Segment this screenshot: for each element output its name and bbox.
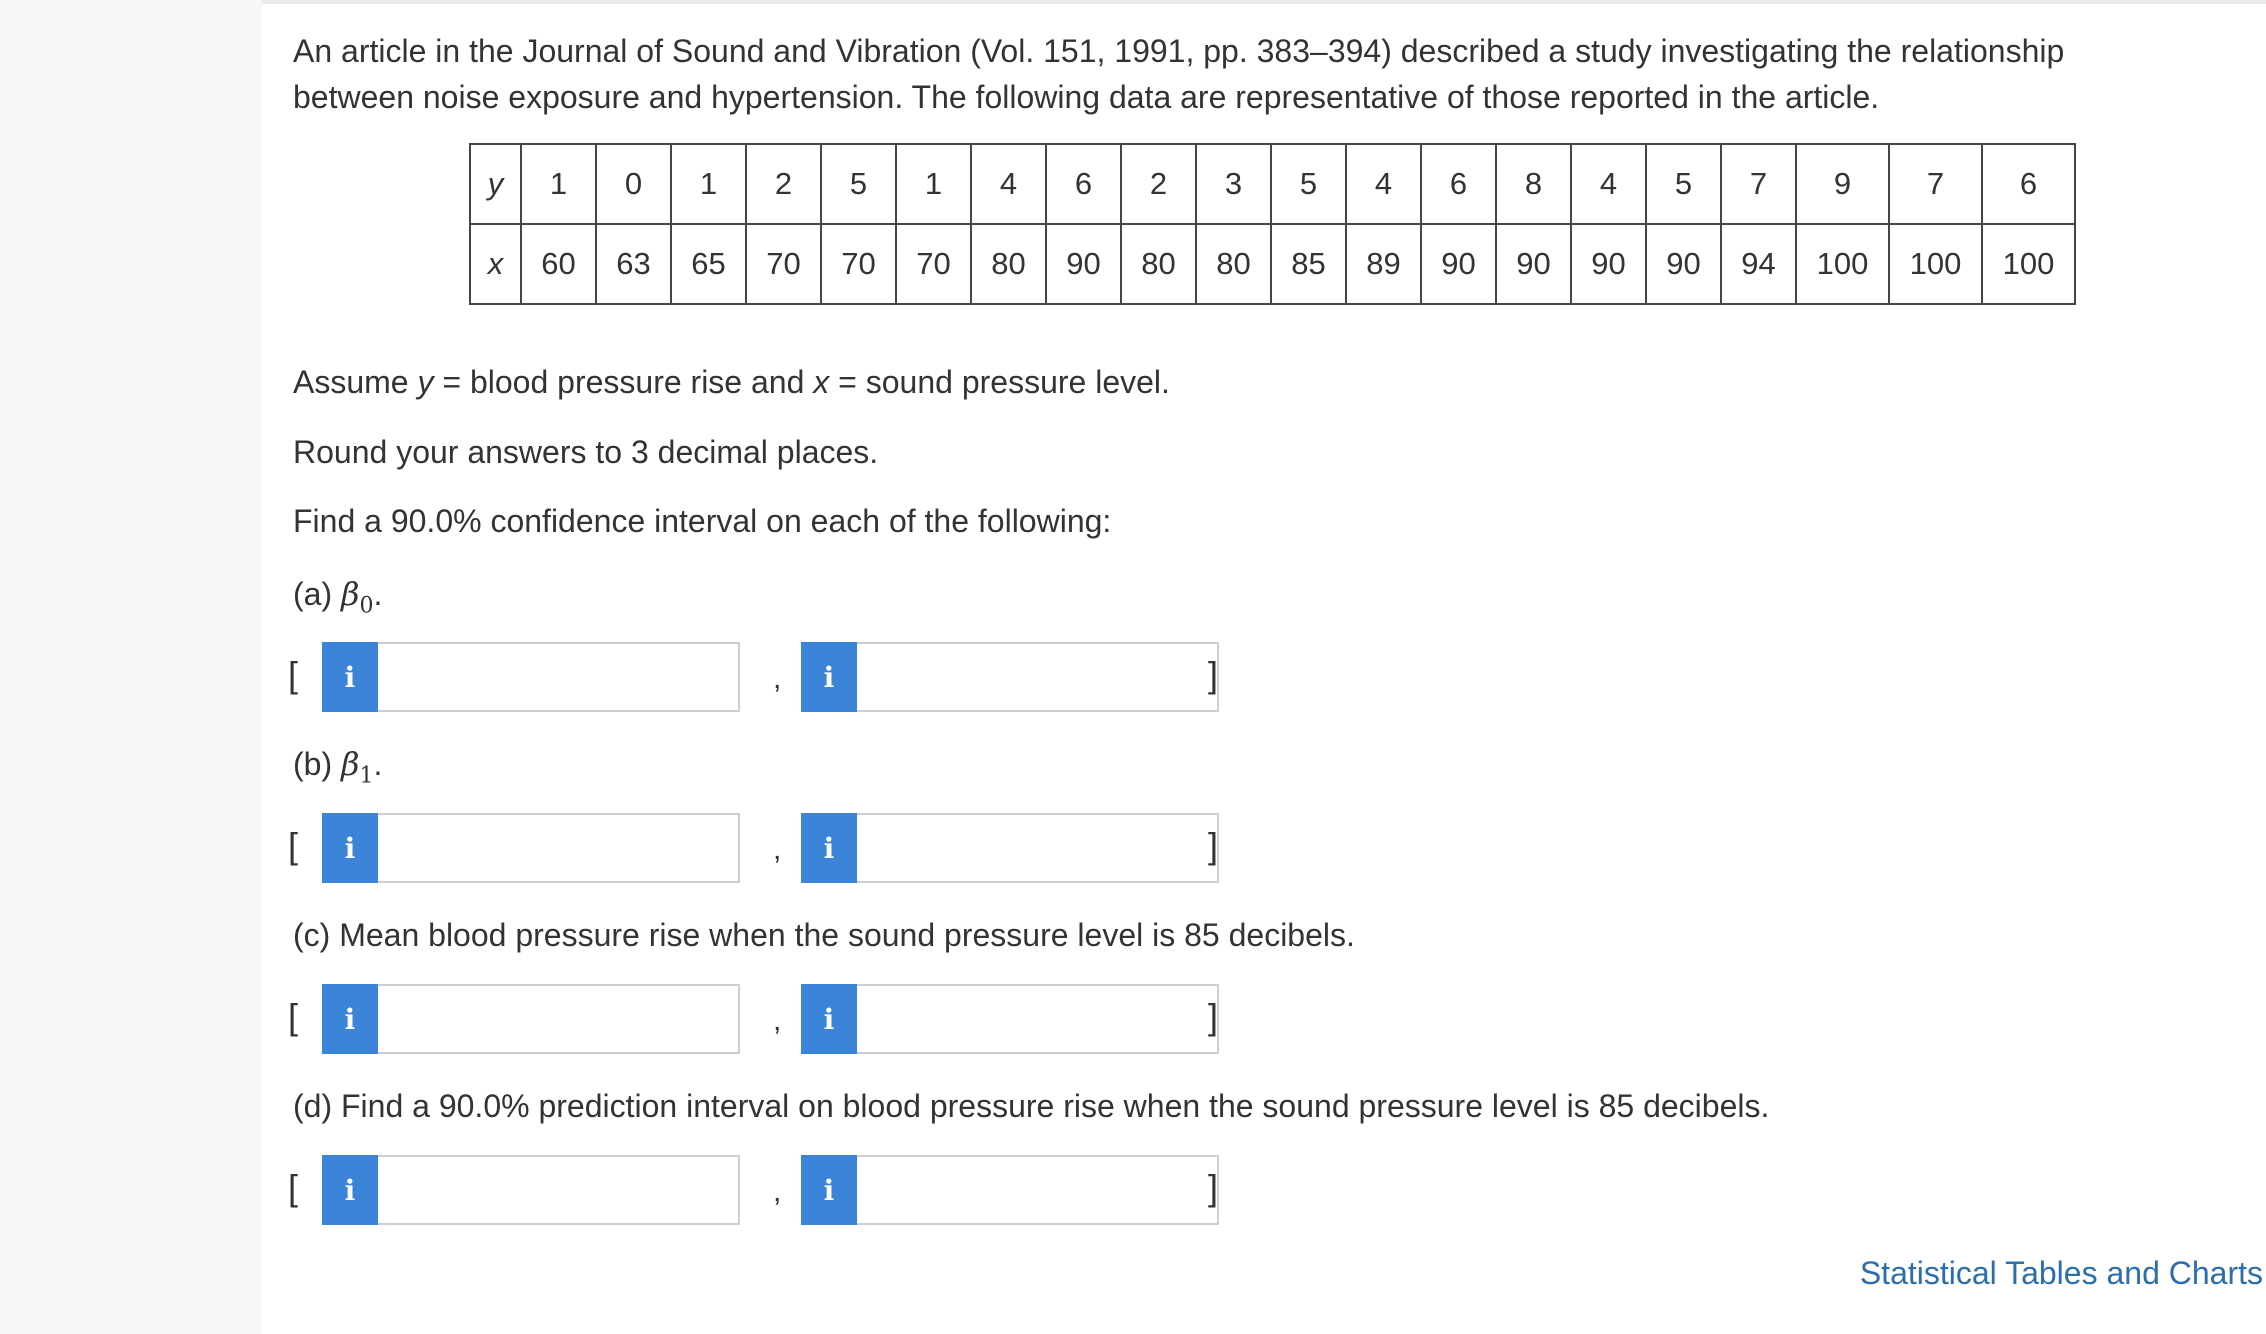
part-b-upper-input[interactable]	[857, 813, 1219, 883]
table-cell-x: 85	[1271, 224, 1346, 304]
info-icon[interactable]: i	[801, 813, 857, 883]
open-bracket: [	[288, 825, 299, 866]
part-a-suffix: .	[373, 576, 383, 612]
info-icon[interactable]: i	[322, 813, 378, 883]
intro-line-1: An article in the Journal of Sound and Vibration (Vol. 151, 1991, pp. 383–394) described a study investigating the relationship	[293, 33, 2065, 69]
table-cell-y: 6	[1982, 144, 2075, 224]
table-header-x: x	[470, 224, 521, 304]
table-cell-y: 6	[1046, 144, 1121, 224]
table-cell-y: 4	[1571, 144, 1646, 224]
problem-intro	[293, 28, 2064, 120]
close-bracket: ]	[1208, 654, 1219, 695]
intro-line-2: between noise exposure and hypertension. The following data are representative of those reported in the article.	[293, 79, 1880, 115]
assume-x-var: x	[813, 364, 830, 400]
data-table	[469, 143, 2076, 305]
table-cell-y: 1	[671, 144, 746, 224]
part-d-lower-input[interactable]	[378, 1155, 740, 1225]
part-a-upper-input[interactable]	[857, 642, 1219, 712]
table-cell-x: 80	[1121, 224, 1196, 304]
table-row-x	[470, 224, 2075, 304]
table-cell-x: 80	[971, 224, 1046, 304]
assume-post: = sound pressure level.	[829, 364, 1170, 400]
table-cell-y: 3	[1196, 144, 1271, 224]
table-cell-x: 70	[896, 224, 971, 304]
part-c-upper-input[interactable]	[857, 984, 1219, 1054]
part-b-interval	[288, 813, 1248, 883]
part-c-label: (c) Mean blood pressure rise when the sound pressure level is 85 decibels.	[293, 917, 1355, 953]
comma-separator: ,	[773, 662, 782, 695]
table-cell-y: 0	[596, 144, 671, 224]
table-cell-y: 5	[1646, 144, 1721, 224]
part-a-lower-input[interactable]	[378, 642, 740, 712]
comma-separator: ,	[773, 1004, 782, 1037]
assumption-text	[293, 359, 1170, 405]
table-cell-x: 65	[671, 224, 746, 304]
assume-pre: Assume	[293, 364, 418, 400]
info-icon[interactable]: i	[322, 642, 378, 712]
table-cell-y: 8	[1496, 144, 1571, 224]
table-cell-x: 89	[1346, 224, 1421, 304]
table-cell-x: 100	[1982, 224, 2075, 304]
find-instruction: Find a 90.0% confidence interval on each of the following:	[293, 503, 1112, 539]
table-cell-x: 100	[1796, 224, 1889, 304]
table-cell-x: 63	[596, 224, 671, 304]
info-icon[interactable]: i	[322, 1155, 378, 1225]
part-a-label	[293, 571, 382, 629]
table-cell-y: 9	[1796, 144, 1889, 224]
table-cell-x: 70	[821, 224, 896, 304]
info-icon[interactable]: i	[322, 984, 378, 1054]
open-bracket: [	[288, 654, 299, 695]
info-icon[interactable]: i	[801, 1155, 857, 1225]
table-cell-y: 1	[521, 144, 596, 224]
part-d-label: (d) Find a 90.0% prediction interval on blood pressure rise when the sound pressure level is 85 decibels.	[293, 1088, 1770, 1124]
lower-bound-field	[322, 1155, 740, 1225]
part-d-upper-input[interactable]	[857, 1155, 1219, 1225]
upper-bound-field	[801, 1155, 1219, 1225]
table-cell-x: 94	[1721, 224, 1796, 304]
table-cell-y: 7	[1889, 144, 1982, 224]
part-b-prefix: (b)	[293, 746, 341, 782]
table-cell-y: 5	[821, 144, 896, 224]
upper-bound-field	[801, 642, 1219, 712]
table-cell-x: 90	[1046, 224, 1121, 304]
table-cell-x: 100	[1889, 224, 1982, 304]
part-a-prefix: (a)	[293, 576, 341, 612]
table-cell-y: 1	[896, 144, 971, 224]
table-cell-y: 4	[1346, 144, 1421, 224]
comma-separator: ,	[773, 1175, 782, 1208]
table-cell-x: 80	[1196, 224, 1271, 304]
beta-subscript: 1	[359, 763, 374, 789]
part-b-label	[293, 741, 382, 799]
table-cell-y: 4	[971, 144, 1046, 224]
assume-y-var: y	[417, 364, 434, 400]
comma-separator: ,	[773, 833, 782, 866]
statistical-tables-link[interactable]: Statistical Tables and Charts	[1859, 1255, 2263, 1291]
open-bracket: [	[288, 996, 299, 1037]
beta-subscript: 0	[359, 593, 374, 619]
upper-bound-field	[801, 984, 1219, 1054]
rounding-instruction: Round your answers to 3 decimal places.	[293, 434, 879, 470]
lower-bound-field	[322, 642, 740, 712]
part-b-suffix: .	[373, 746, 383, 782]
table-cell-y: 5	[1271, 144, 1346, 224]
table-cell-x: 90	[1421, 224, 1496, 304]
part-c-interval	[288, 984, 1248, 1054]
close-bracket: ]	[1208, 1167, 1219, 1208]
beta-symbol: β	[341, 745, 360, 783]
table-cell-y: 6	[1421, 144, 1496, 224]
assume-mid: = blood pressure rise and	[433, 364, 814, 400]
table-row-y	[470, 144, 2075, 224]
close-bracket: ]	[1208, 996, 1219, 1037]
close-bracket: ]	[1208, 825, 1219, 866]
part-c-lower-input[interactable]	[378, 984, 740, 1054]
lower-bound-field	[322, 984, 740, 1054]
table-cell-x: 90	[1571, 224, 1646, 304]
table-cell-y: 2	[1121, 144, 1196, 224]
table-header-y: y	[470, 144, 521, 224]
table-cell-x: 70	[746, 224, 821, 304]
upper-bound-field	[801, 813, 1219, 883]
beta-symbol: β	[341, 575, 360, 613]
open-bracket: [	[288, 1167, 299, 1208]
table-cell-x: 90	[1496, 224, 1571, 304]
question-panel	[262, 0, 2266, 1334]
lower-bound-field	[322, 813, 740, 883]
table-cell-y: 2	[746, 144, 821, 224]
info-icon[interactable]: i	[801, 642, 857, 712]
info-icon[interactable]: i	[801, 984, 857, 1054]
table-cell-y: 7	[1721, 144, 1796, 224]
table-cell-x: 90	[1646, 224, 1721, 304]
table-cell-x: 60	[521, 224, 596, 304]
part-d-interval	[288, 1155, 1248, 1225]
part-b-lower-input[interactable]	[378, 813, 740, 883]
part-a-interval	[288, 642, 1248, 712]
